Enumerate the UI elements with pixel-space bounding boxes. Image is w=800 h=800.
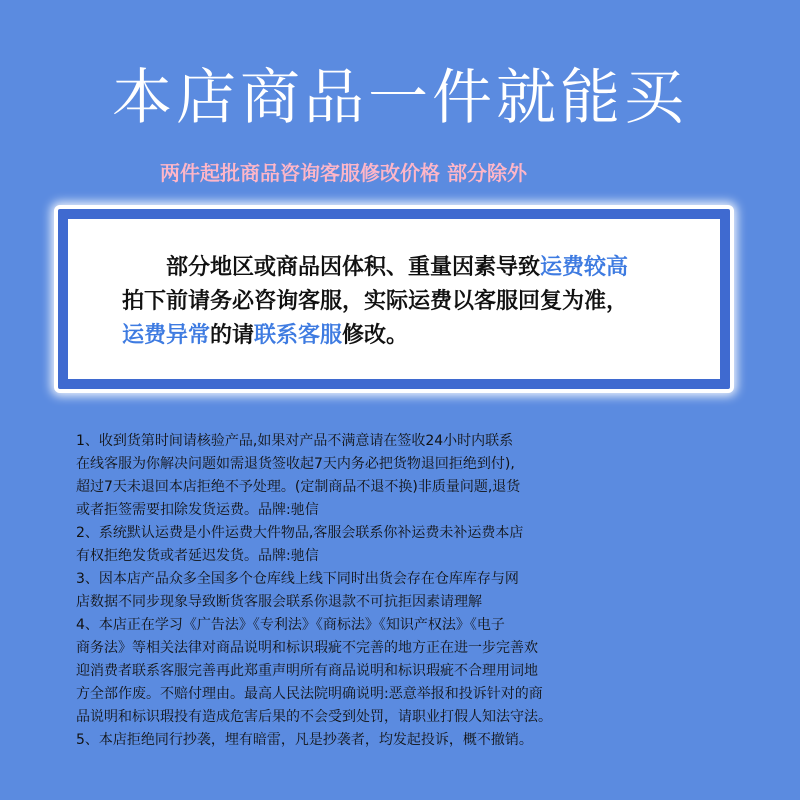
rules-line: 迎消费者联系客服完善再此郑重声明所有商品说明和标识瑕疵不合理用词地 bbox=[76, 663, 538, 679]
notice-line-1 bbox=[122, 251, 732, 285]
rules-line: 方全部作废。不赔付理由。最高人民法院明确说明:恶意举报和投诉针对的商 bbox=[76, 686, 543, 702]
notice-line2-text: 拍下前请务必咨询客服，实际运费以客服回复为准， bbox=[122, 289, 629, 314]
notice-highlight-abnormal-shipping: 运费异常 bbox=[122, 323, 211, 348]
notice-line-2 bbox=[122, 285, 732, 319]
notice-line1-text: 部分地区或商品因体积、重量因素导致 bbox=[166, 255, 541, 280]
rules-line: 3、因本店产品众多全国多个仓库线上线下同时出货会存在仓库库存与网 bbox=[76, 571, 519, 587]
store-rules bbox=[76, 430, 736, 752]
rules-line: 有权拒绝发货或者延迟发货。品牌:驰信 bbox=[76, 548, 319, 564]
shipping-notice-box bbox=[54, 205, 734, 393]
rules-line: 5、本店拒绝同行抄袭，埋有暗雷，凡是抄袭者，均发起投诉，概不撤销。 bbox=[76, 732, 533, 748]
rules-line: 商务法》等相关法律对商品说明和标识瑕疵不完善的地方正在进一步完善欢 bbox=[76, 640, 538, 656]
rules-line: 2、系统默认运费是小件运费大件物品,客服会联系你补运费未补运费本店 bbox=[76, 525, 524, 541]
notice-highlight-high-shipping: 运费较高 bbox=[540, 255, 629, 280]
notice-text bbox=[122, 251, 732, 353]
rules-line: 超过7天未退回本店拒绝不予处理。(定制商品不退不换)非质量问题,退货 bbox=[76, 479, 521, 495]
page-title: 本店商品一件就能买 bbox=[112, 63, 688, 133]
rules-line: 在线客服为你解决问题如需退货签收起7天内务必把货物退回拒绝到付), bbox=[76, 456, 515, 472]
rules-line: 品说明和标识瑕投有造成危害后果的不会受到处罚，请职业打假人知法守法。 bbox=[76, 709, 552, 725]
page-subtitle: 两件起批商品咨询客服修改价格 部分除外 bbox=[160, 161, 527, 185]
notice-line3-text-2: 修改。 bbox=[342, 323, 409, 348]
notice-line3-text-1: 的请 bbox=[210, 323, 255, 348]
rules-line: 4、本店正在学习《广告法》《专利法》《商标法》《知识产权法》《电子 bbox=[76, 617, 505, 633]
rules-line: 1、收到货第时间请核验产品,如果对产品不满意请在签收24小时内联系 bbox=[76, 433, 514, 449]
notice-highlight-contact-service: 联系客服 bbox=[254, 323, 343, 348]
notice-panel bbox=[68, 219, 720, 379]
rules-line: 店数据不同步现象导致断货客服会联系你退款不可抗拒因素请理解 bbox=[76, 594, 482, 610]
notice-line-3 bbox=[122, 319, 732, 353]
rules-line: 或者拒签需要扣除发货运费。品牌:驰信 bbox=[76, 502, 319, 518]
